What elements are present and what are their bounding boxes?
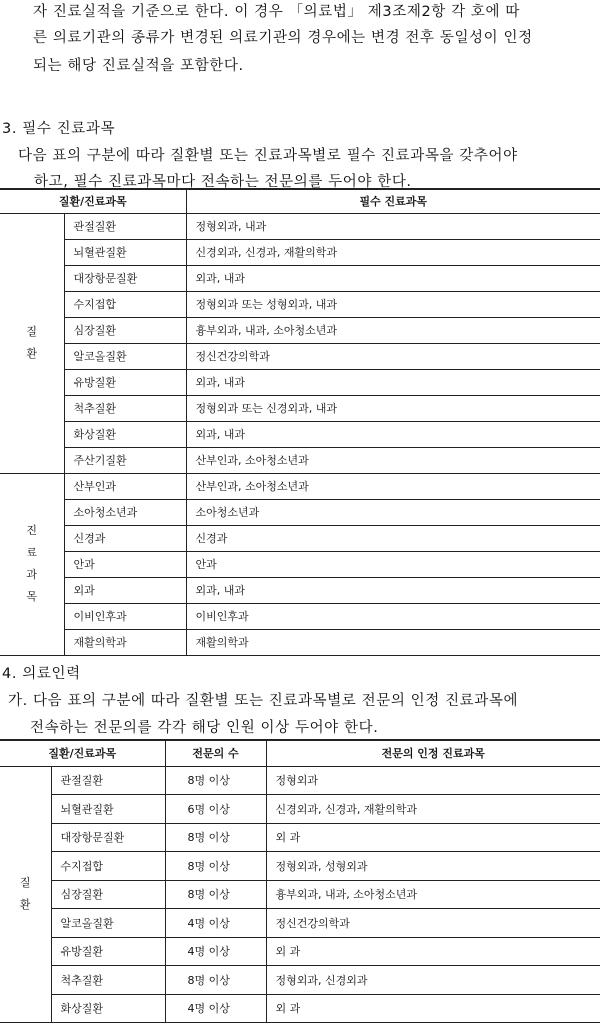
table-header-row (0, 740, 600, 766)
table-row (0, 966, 600, 995)
header-required-departments: 필수 진료과목 (186, 189, 600, 213)
row-category: 화상질환 (51, 994, 165, 1023)
section4-heading: 4. 의료인력 (2, 666, 81, 682)
table-row (0, 395, 600, 421)
row-category: 알코올질환 (64, 343, 186, 369)
row-required-departments: 산부인과, 소아청소년과 (186, 447, 600, 473)
row-required-departments: 정형외과, 내과 (186, 213, 600, 239)
section4-item-a-line-2: 전속하는 전문의를 각각 해당 인원 이상 두어야 한다. (30, 720, 379, 736)
table-row (0, 473, 600, 499)
required-departments-table (0, 188, 600, 656)
group-disease-label (0, 213, 64, 473)
group-disease-label-char: 환 (26, 347, 38, 360)
row-category: 이비인후과 (64, 603, 186, 629)
row-specialist-count: 8명 이상 (165, 966, 266, 995)
table-row (0, 239, 600, 265)
row-category: 알코올질환 (51, 909, 165, 938)
row-required-departments: 재활의학과 (186, 629, 600, 655)
group-department-label-char: 과 (26, 568, 38, 581)
top-line-2: 른 의료기관의 종류가 변경된 의료기관의 경우에는 변경 전후 동일성이 인정 (33, 30, 533, 46)
row-category: 뇌혈관질환 (51, 795, 165, 824)
row-category: 화상질환 (64, 421, 186, 447)
header-disease-department: 질환/진료과목 (0, 740, 165, 766)
specialist-staff-table (0, 739, 600, 1023)
row-recognized-departments: 신경외과, 신경과, 재활의학과 (266, 795, 600, 824)
group-disease-label-char: 환 (19, 898, 31, 912)
row-specialist-count: 8명 이상 (165, 852, 266, 881)
row-category: 신경과 (64, 525, 186, 551)
table-row (0, 551, 600, 577)
row-category: 뇌혈관질환 (64, 239, 186, 265)
row-category: 수지접합 (64, 291, 186, 317)
row-specialist-count: 4명 이상 (165, 937, 266, 966)
row-recognized-departments: 외 과 (266, 823, 600, 852)
table-row (0, 421, 600, 447)
table-row (0, 525, 600, 551)
row-specialist-count: 8명 이상 (165, 880, 266, 909)
row-recognized-departments: 정신건강의학과 (266, 909, 600, 938)
row-category: 대장항문질환 (64, 265, 186, 291)
group-disease-label-char: 질 (26, 325, 38, 338)
table-row (0, 909, 600, 938)
row-category: 안과 (64, 551, 186, 577)
table-header-row (0, 189, 600, 213)
row-recognized-departments: 흉부외과, 내과, 소아청소년과 (266, 880, 600, 909)
section3-heading: 3. 필수 진료과목 (2, 121, 116, 137)
row-required-departments: 이비인후과 (186, 603, 600, 629)
group-disease-label (0, 766, 51, 1023)
row-required-departments: 흉부외과, 내과, 소아청소년과 (186, 317, 600, 343)
table-row (0, 880, 600, 909)
top-line-3: 되는 해당 진료실적을 포함한다. (33, 58, 244, 74)
row-recognized-departments: 정형외과, 성형외과 (266, 852, 600, 881)
row-required-departments: 정형외과 또는 신경외과, 내과 (186, 395, 600, 421)
group-department-label-char: 목 (26, 590, 38, 603)
header-specialist-count: 전문의 수 (165, 740, 266, 766)
row-category: 심장질환 (51, 880, 165, 909)
table-row (0, 291, 600, 317)
table-row (0, 499, 600, 525)
table-row (0, 577, 600, 603)
group-department-label (0, 473, 64, 655)
row-category: 재활의학과 (64, 629, 186, 655)
section4-item-a-line-1: 가. 다음 표의 구분에 따라 질환별 또는 진료과목별로 전문의 인정 진료과목에 (8, 693, 519, 709)
table-row (0, 823, 600, 852)
row-required-departments: 소아청소년과 (186, 499, 600, 525)
table-row (0, 369, 600, 395)
header-disease-department: 질환/진료과목 (0, 189, 186, 213)
top-line-1: 자 진료실적을 기준으로 한다. 이 경우 「의료법」 제3조제2항 각 호에 따 (33, 4, 520, 20)
row-category: 산부인과 (64, 473, 186, 499)
row-required-departments: 외과, 내과 (186, 577, 600, 603)
row-recognized-departments: 정형외과 (266, 766, 600, 795)
row-required-departments: 산부인과, 소아청소년과 (186, 473, 600, 499)
row-category: 대장항문질환 (51, 823, 165, 852)
row-required-departments: 정형외과 또는 성형외과, 내과 (186, 291, 600, 317)
group-department-label-char: 료 (26, 546, 38, 559)
row-recognized-departments: 외 과 (266, 937, 600, 966)
row-category: 척추질환 (51, 966, 165, 995)
group-disease-label-char: 질 (19, 876, 31, 890)
row-required-departments: 외과, 내과 (186, 421, 600, 447)
row-recognized-departments: 외 과 (266, 994, 600, 1023)
row-specialist-count: 8명 이상 (165, 766, 266, 795)
row-category: 유방질환 (51, 937, 165, 966)
row-category: 주산기질환 (64, 447, 186, 473)
header-recognized-departments: 전문의 인정 진료과목 (266, 740, 600, 766)
table-row (0, 994, 600, 1023)
row-category: 관절질환 (64, 213, 186, 239)
table-row (0, 343, 600, 369)
table-row (0, 852, 600, 881)
row-category: 소아청소년과 (64, 499, 186, 525)
table-row (0, 937, 600, 966)
section3-text-line-1: 다음 표의 구분에 따라 질환별 또는 진료과목별로 필수 진료과목을 갖추어야 (18, 148, 518, 164)
table-row (0, 629, 600, 655)
table-row (0, 603, 600, 629)
row-required-departments: 외과, 내과 (186, 369, 600, 395)
row-specialist-count: 4명 이상 (165, 994, 266, 1023)
row-specialist-count: 6명 이상 (165, 795, 266, 824)
row-required-departments: 신경과 (186, 525, 600, 551)
table-row (0, 766, 600, 795)
row-required-departments: 외과, 내과 (186, 265, 600, 291)
table-row (0, 317, 600, 343)
row-required-departments: 정신건강의학과 (186, 343, 600, 369)
row-specialist-count: 4명 이상 (165, 909, 266, 938)
row-required-departments: 신경외과, 신경과, 재활의학과 (186, 239, 600, 265)
table-row (0, 213, 600, 239)
row-category: 외과 (64, 577, 186, 603)
row-category: 수지접합 (51, 852, 165, 881)
section3-text-line-2: 하고, 필수 진료과목마다 전속하는 전문의를 두어야 한다. (34, 174, 412, 190)
row-category: 심장질환 (64, 317, 186, 343)
row-required-departments: 안과 (186, 551, 600, 577)
row-category: 유방질환 (64, 369, 186, 395)
table-row (0, 265, 600, 291)
table-row (0, 447, 600, 473)
row-recognized-departments: 정형외과, 신경외과 (266, 966, 600, 995)
group-department-label-char: 진 (26, 524, 38, 537)
row-category: 관절질환 (51, 766, 165, 795)
row-category: 척추질환 (64, 395, 186, 421)
row-specialist-count: 8명 이상 (165, 823, 266, 852)
table-row (0, 795, 600, 824)
